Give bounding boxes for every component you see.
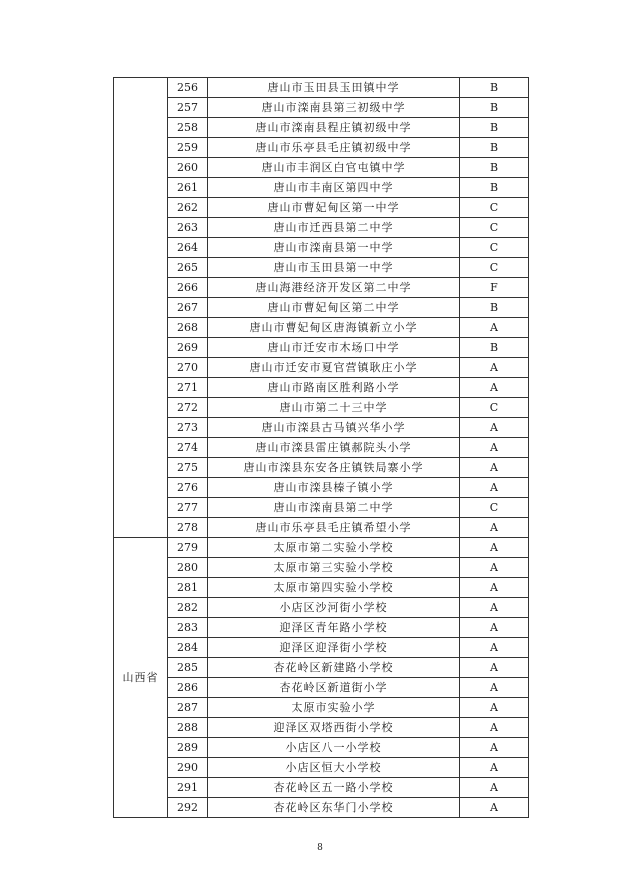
table-row	[114, 718, 529, 738]
grade-cell: C	[460, 258, 529, 278]
school-name-cell: 唐山市曹妃甸区唐海镇新立小学	[208, 318, 460, 338]
table-row	[114, 398, 529, 418]
grade-cell: A	[460, 538, 529, 558]
grade-cell: A	[460, 458, 529, 478]
school-name-cell: 唐山市第二十三中学	[208, 398, 460, 418]
row-number-cell: 284	[168, 638, 208, 658]
grade-cell: F	[460, 278, 529, 298]
province-cell	[114, 78, 168, 538]
row-number-cell: 292	[168, 798, 208, 818]
school-name-cell: 杏花岭区新道街小学	[208, 678, 460, 698]
grade-cell: C	[460, 238, 529, 258]
grade-cell: A	[460, 318, 529, 338]
school-name-cell: 唐山市迁安市夏官营镇耿庄小学	[208, 358, 460, 378]
table-row	[114, 698, 529, 718]
school-grade-table	[113, 77, 529, 818]
school-name-cell: 唐山市路南区胜利路小学	[208, 378, 460, 398]
school-name-cell: 唐山市乐亭县毛庄镇初级中学	[208, 138, 460, 158]
table-row	[114, 798, 529, 818]
grade-cell: A	[460, 578, 529, 598]
grade-cell: A	[460, 358, 529, 378]
table-row	[114, 138, 529, 158]
table-row	[114, 158, 529, 178]
school-name-cell: 迎泽区青年路小学校	[208, 618, 460, 638]
grade-cell: A	[460, 718, 529, 738]
grade-cell: A	[460, 758, 529, 778]
school-name-cell: 唐山市乐亭县毛庄镇希望小学	[208, 518, 460, 538]
grade-cell: B	[460, 118, 529, 138]
grade-cell: A	[460, 618, 529, 638]
school-name-cell: 太原市第三实验小学校	[208, 558, 460, 578]
grade-cell: A	[460, 598, 529, 618]
grade-cell: B	[460, 158, 529, 178]
school-name-cell: 唐山市丰南区第四中学	[208, 178, 460, 198]
table-body	[114, 78, 529, 818]
grade-cell: A	[460, 658, 529, 678]
grade-cell: A	[460, 678, 529, 698]
school-name-cell: 唐山市滦南县程庄镇初级中学	[208, 118, 460, 138]
grade-cell: A	[460, 558, 529, 578]
school-name-cell: 唐山市滦南县第二中学	[208, 498, 460, 518]
row-number-cell: 275	[168, 458, 208, 478]
school-name-cell: 小店区八一小学校	[208, 738, 460, 758]
school-name-cell: 小店区恒大小学校	[208, 758, 460, 778]
grade-cell: A	[460, 638, 529, 658]
school-name-cell: 杏花岭区新建路小学校	[208, 658, 460, 678]
table-row	[114, 498, 529, 518]
table-row	[114, 238, 529, 258]
table-row	[114, 778, 529, 798]
table-row	[114, 418, 529, 438]
table-row	[114, 618, 529, 638]
table-row	[114, 218, 529, 238]
row-number-cell: 278	[168, 518, 208, 538]
school-name-cell: 杏花岭区东华门小学校	[208, 798, 460, 818]
grade-cell: C	[460, 218, 529, 238]
school-name-cell: 唐山市迁西县第二中学	[208, 218, 460, 238]
grade-cell: A	[460, 798, 529, 818]
grade-cell: B	[460, 298, 529, 318]
school-name-cell: 唐山市玉田县玉田镇中学	[208, 78, 460, 98]
table-row	[114, 538, 529, 558]
row-number-cell: 265	[168, 258, 208, 278]
table-row	[114, 558, 529, 578]
row-number-cell: 258	[168, 118, 208, 138]
row-number-cell: 281	[168, 578, 208, 598]
row-number-cell: 280	[168, 558, 208, 578]
school-name-cell: 小店区沙河街小学校	[208, 598, 460, 618]
table-row	[114, 98, 529, 118]
row-number-cell: 277	[168, 498, 208, 518]
row-number-cell: 259	[168, 138, 208, 158]
school-name-cell: 唐山市玉田县第一中学	[208, 258, 460, 278]
grade-cell: C	[460, 198, 529, 218]
school-name-cell: 迎泽区双塔西街小学校	[208, 718, 460, 738]
row-number-cell: 271	[168, 378, 208, 398]
school-name-cell: 太原市第四实验小学校	[208, 578, 460, 598]
province-cell: 山西省	[114, 538, 168, 818]
row-number-cell: 287	[168, 698, 208, 718]
row-number-cell: 256	[168, 78, 208, 98]
table-row	[114, 658, 529, 678]
school-name-cell: 唐山市滦南县第一中学	[208, 238, 460, 258]
row-number-cell: 264	[168, 238, 208, 258]
table-row	[114, 438, 529, 458]
page-number: 8	[317, 843, 323, 853]
school-name-cell: 太原市实验小学	[208, 698, 460, 718]
table-row	[114, 578, 529, 598]
school-name-cell: 唐山市滦县榛子镇小学	[208, 478, 460, 498]
row-number-cell: 267	[168, 298, 208, 318]
table-row	[114, 638, 529, 658]
row-number-cell: 289	[168, 738, 208, 758]
row-number-cell: 261	[168, 178, 208, 198]
grade-cell: A	[460, 378, 529, 398]
row-number-cell: 257	[168, 98, 208, 118]
school-name-cell: 杏花岭区五一路小学校	[208, 778, 460, 798]
grade-cell: A	[460, 478, 529, 498]
table-row	[114, 258, 529, 278]
table-row	[114, 758, 529, 778]
table-row	[114, 338, 529, 358]
table-row	[114, 738, 529, 758]
school-name-cell: 唐山市曹妃甸区第一中学	[208, 198, 460, 218]
school-name-cell: 迎泽区迎泽街小学校	[208, 638, 460, 658]
row-number-cell: 290	[168, 758, 208, 778]
grade-cell: B	[460, 98, 529, 118]
table-row	[114, 478, 529, 498]
row-number-cell: 276	[168, 478, 208, 498]
row-number-cell: 272	[168, 398, 208, 418]
row-number-cell: 288	[168, 718, 208, 738]
row-number-cell: 269	[168, 338, 208, 358]
row-number-cell: 268	[168, 318, 208, 338]
grade-cell: A	[460, 698, 529, 718]
row-number-cell: 262	[168, 198, 208, 218]
grade-cell: B	[460, 78, 529, 98]
table-row	[114, 178, 529, 198]
table-row	[114, 358, 529, 378]
grade-cell: C	[460, 498, 529, 518]
row-number-cell: 283	[168, 618, 208, 638]
table-row	[114, 278, 529, 298]
grade-cell: A	[460, 778, 529, 798]
grade-cell: A	[460, 738, 529, 758]
school-name-cell: 唐山市滦县东安各庄镇铁局寨小学	[208, 458, 460, 478]
grade-cell: B	[460, 338, 529, 358]
grade-cell: A	[460, 518, 529, 538]
table-row	[114, 598, 529, 618]
row-number-cell: 291	[168, 778, 208, 798]
school-name-cell: 唐山市滦南县第三初级中学	[208, 98, 460, 118]
school-name-cell: 太原市第二实验小学校	[208, 538, 460, 558]
table-row	[114, 678, 529, 698]
row-number-cell: 273	[168, 418, 208, 438]
grade-cell: A	[460, 438, 529, 458]
table-row	[114, 518, 529, 538]
table-row	[114, 378, 529, 398]
table-row	[114, 298, 529, 318]
table-row	[114, 198, 529, 218]
table-row	[114, 78, 529, 98]
table-row	[114, 118, 529, 138]
school-name-cell: 唐山市滦县古马镇兴华小学	[208, 418, 460, 438]
row-number-cell: 282	[168, 598, 208, 618]
school-name-cell: 唐山市丰润区白官屯镇中学	[208, 158, 460, 178]
school-name-cell: 唐山市曹妃甸区第二中学	[208, 298, 460, 318]
table-row	[114, 458, 529, 478]
row-number-cell: 270	[168, 358, 208, 378]
school-name-cell: 唐山市迁安市木场口中学	[208, 338, 460, 358]
row-number-cell: 286	[168, 678, 208, 698]
row-number-cell: 279	[168, 538, 208, 558]
grade-cell: B	[460, 178, 529, 198]
table-row	[114, 318, 529, 338]
row-number-cell: 263	[168, 218, 208, 238]
row-number-cell: 285	[168, 658, 208, 678]
school-name-cell: 唐山市滦县雷庄镇郝院头小学	[208, 438, 460, 458]
school-name-cell: 唐山海港经济开发区第二中学	[208, 278, 460, 298]
grade-cell: C	[460, 398, 529, 418]
row-number-cell: 266	[168, 278, 208, 298]
row-number-cell: 260	[168, 158, 208, 178]
grade-cell: B	[460, 138, 529, 158]
row-number-cell: 274	[168, 438, 208, 458]
grade-cell: A	[460, 418, 529, 438]
